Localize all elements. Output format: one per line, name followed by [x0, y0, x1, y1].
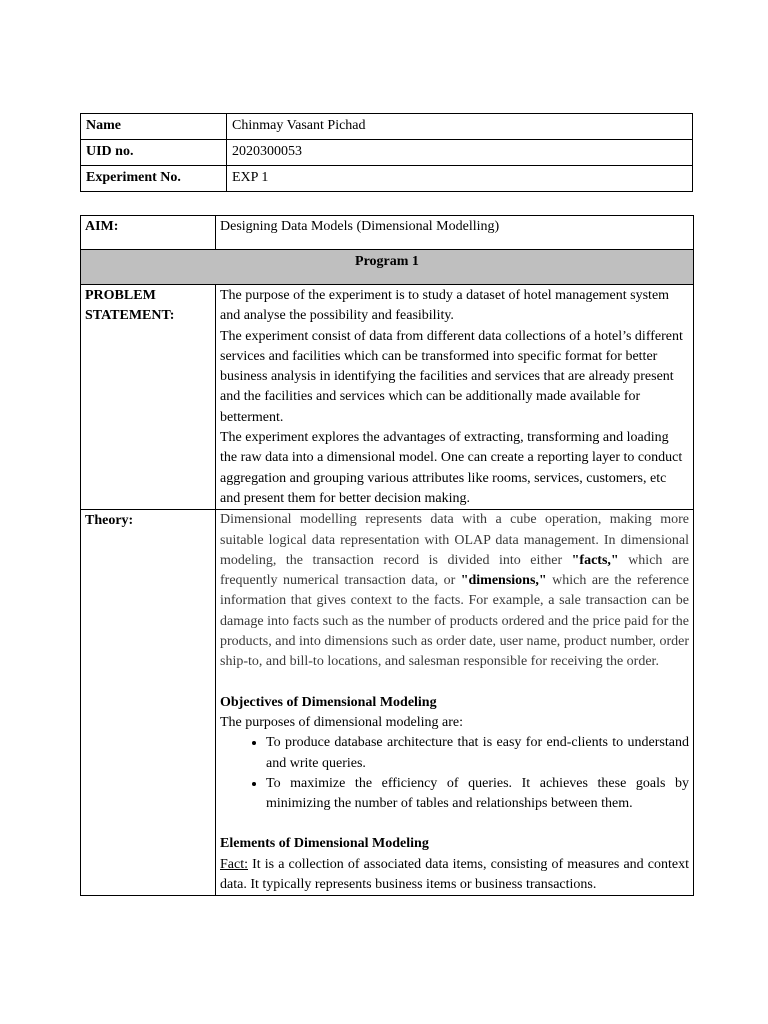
problem-paragraph-2: The experiment consist of data from different data collections of a hotel’s different services and facilities which can be transformed into specific format for better business analysis in identifying the facilities and services that are already present and the facilities and services which can be additionally made available for betterment. [220, 328, 683, 425]
theory-label: Theory: [81, 510, 216, 896]
spacer [220, 814, 689, 834]
name-row [81, 114, 693, 140]
aim-row [81, 216, 694, 250]
problem-statement-row [81, 285, 694, 510]
spacer [220, 673, 689, 693]
aim-value: Designing Data Models (Dimensional Modelling) [216, 216, 694, 250]
objective-item: • To maximize the efficiency of queries. It achieves these goals by minimizing the number of tables and relationships between them. [266, 774, 689, 815]
fact-text: It is a collection of associated data items, consisting of measures and context data. It typically represents business items or business transactions. [220, 856, 689, 893]
fact-definition [220, 855, 689, 896]
objective-item: • To produce database architecture that is easy for end-clients to understand and write queries. [266, 733, 689, 774]
elements-heading: Elements of Dimensional Modeling [220, 836, 429, 852]
experiment-details-table [80, 215, 694, 896]
uid-value: 2020300053 [227, 140, 693, 166]
aim-label: AIM: [81, 216, 216, 250]
dimensions-term: "dimensions," [460, 573, 547, 589]
problem-statement-label: PROBLEM STATEMENT: [81, 285, 216, 510]
objectives-heading: Objectives of Dimensional Modeling [220, 694, 437, 710]
program-title: Program 1 [81, 250, 694, 285]
problem-statement-value [216, 285, 694, 510]
experiment-value: EXP 1 [227, 166, 693, 192]
theory-intro-c: which are the reference information that gives context to the facts. For example, a sale transaction can be damage into facts such as the number of products ordered and the price paid for the products, and into dimensions such as order date, user name, product number, order ship-to, and bill-to locations, and salesman responsible for receiving the order. [220, 573, 689, 670]
theory-row [81, 510, 694, 896]
facts-term: "facts," [571, 552, 619, 568]
objectives-list [220, 733, 689, 814]
uid-row [81, 140, 693, 166]
theory-value [216, 510, 694, 896]
problem-paragraph-1: The purpose of the experiment is to study a dataset of hotel management system and analyse the possibility and feasibility. [220, 288, 670, 324]
theory-intro-a: Dimensional modelling represents data with a cube operation, making more suitable logical data representation with OLAP data management. In dimensional modeling, the transaction record is divided into either [220, 512, 689, 568]
theory-intro-paragraph [220, 510, 689, 672]
student-info-table [80, 113, 693, 192]
theory-intro-b: which are frequently numerical transaction data, or [220, 552, 689, 589]
program-row [81, 250, 694, 285]
experiment-label: Experiment No. [81, 166, 227, 192]
experiment-row [81, 166, 693, 192]
uid-label: UID no. [81, 140, 227, 166]
fact-term: Fact: [220, 856, 248, 872]
name-label: Name [81, 114, 227, 140]
name-value: Chinmay Vasant Pichad [227, 114, 693, 140]
objectives-intro: The purposes of dimensional modeling are: [220, 714, 463, 730]
problem-paragraph-3: The experiment explores the advantages of extracting, transforming and loading the raw data into a dimensional model. One can create a reporting layer to conduct aggregation and grouping various attributes like rooms, services, customers, etc and present them for better decision making. [220, 430, 683, 506]
